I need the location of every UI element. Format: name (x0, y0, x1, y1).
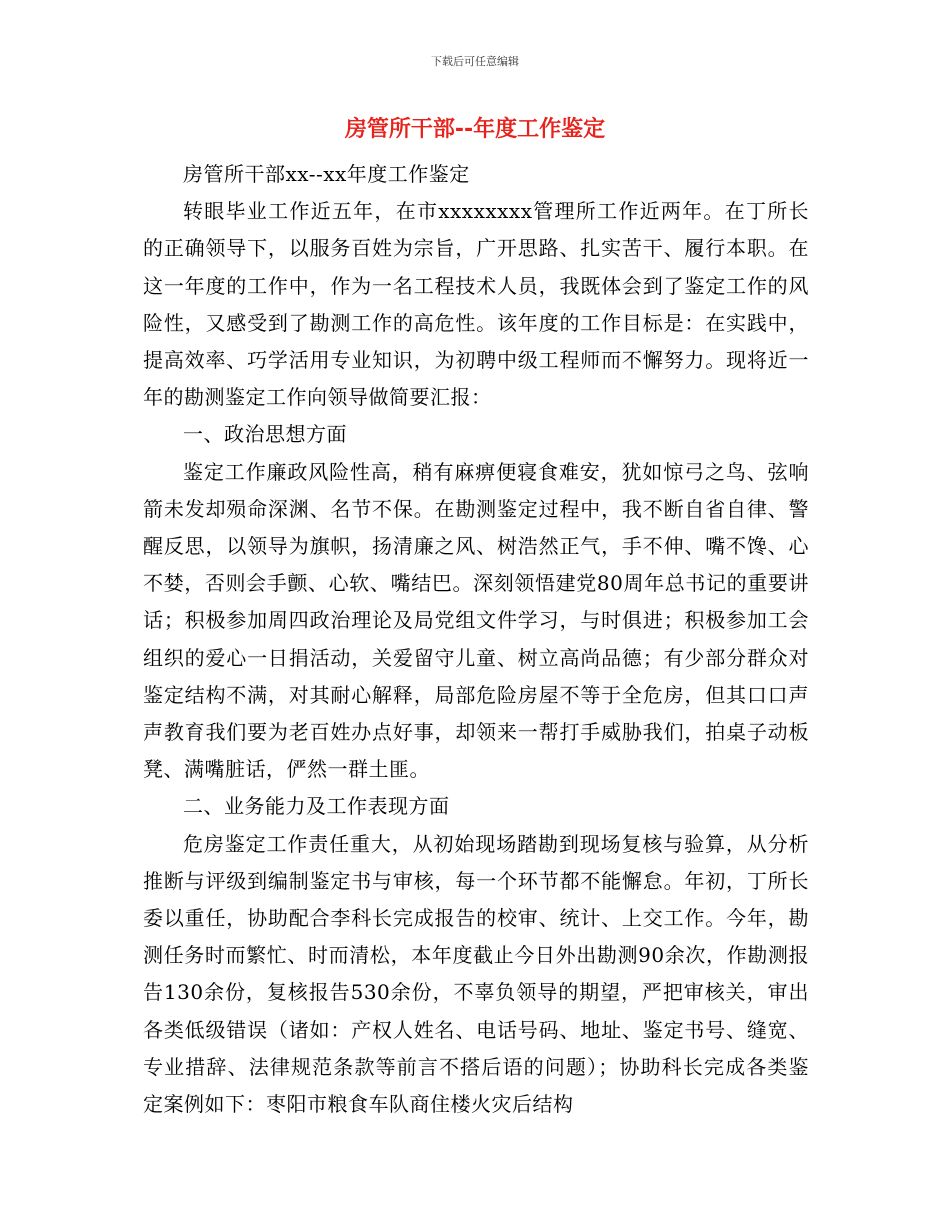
section-heading-business: 二、业务能力及工作表现方面 (183, 794, 450, 819)
document-title: 房管所干部--年度工作鉴定 (344, 117, 606, 142)
paragraph-business: 危房鉴定工作责任重大，从初始现场踏勘到现场复核与验算，从分析推断与评级到编制鉴定书与审核，每一个环节都不能懈怠。年初，丁所长委以重任，协助配合李科长完成报告的校审、统计、上交工作。今年，勘测任务时而繁忙、时而清松，本年度截止今日外出勘测90余次，作勘测报告130余份，复核报告530余份，不辜负领导的期望，严把审核关，审出各类低级错误（诸如：产权人姓名、电话号码、地址、鉴定书号、缝宽、专业措辞、法律规范条款等前言不搭后语的问题）；协助科长完成各类鉴定案例如下：枣阳市粮食车队商住楼火灾后结构 (143, 831, 809, 1117)
document-body (143, 156, 809, 1123)
section-heading-political: 一、政治思想方面 (183, 422, 347, 447)
page-header-note: 下载后可任意编辑 (431, 55, 519, 68)
paragraph-political: 鉴定工作廉政风险性高，稍有麻痹便寝食难安，犹如惊弓之鸟、弦响箭未发却殒命深渊、名节不保。在勘测鉴定过程中，我不断自省自律、警醒反思，以领导为旗帜，扬清廉之风、树浩然正气，手不伸、嘴不馋、心不婪，否则会手颤、心软、嘴结巴。深刻领悟建党80周年总书记的重要讲话；积极参加周四政治理论及局党组文件学习，与时俱进；积极参加工会组织的爱心一日捐活动，关爱留守儿童、树立高尚品德；有少部分群众对鉴定结构不满，对其耐心解释，局部危险房屋不等于全危房，但其口口声声教育我们要为老百姓办点好事，却领来一帮打手威胁我们，拍桌子动板凳、满嘴脏话，俨然一群土匪。 (143, 459, 809, 782)
paragraph-subtitle: 房管所干部xx--xx年度工作鉴定 (183, 162, 470, 186)
paragraph-intro: 转眼毕业工作近五年，在市xxxxxxxx管理所工作近两年。在丁所长的正确领导下，以服务百姓为宗旨，广开思路、扎实苦干、履行本职。在这一年度的工作中，作为一名工程技术人员，我既体会到了鉴定工作的风险性，又感受到了勘测工作的高危性。该年度的工作目标是：在实践中，提高效率、巧学活用专业知识，为初聘中级工程师而不懈努力。现将近一年的勘测鉴定工作向领导做简要汇报： (143, 199, 809, 410)
